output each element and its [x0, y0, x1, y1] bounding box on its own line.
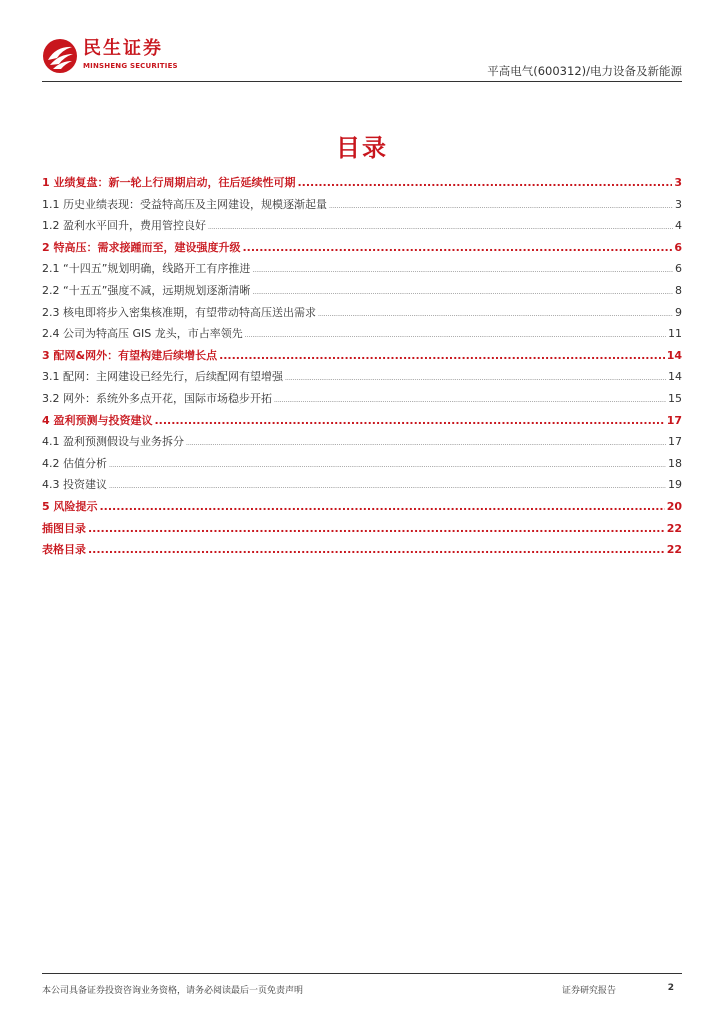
toc-entry-label: 3.1 配网：主网建设已经先行，后续配网有望增强 — [42, 370, 283, 384]
toc-title: 目录 — [336, 134, 388, 162]
toc-entry-page: 3 — [674, 176, 682, 189]
toc-entry-label: 2.4 公司为特高压 GIS 龙头，市占率领先 — [42, 327, 243, 341]
footer-page-number: 2 — [667, 983, 674, 993]
toc-dot-leader — [88, 518, 665, 540]
toc-entry-page: 18 — [668, 456, 682, 470]
toc-entry-page: 6 — [675, 262, 682, 276]
toc-entry[interactable] — [42, 366, 682, 388]
toc-entry-page: 15 — [668, 391, 682, 405]
toc-dot-leader — [154, 410, 664, 432]
company-sector-line: 平高电气(600312)/电力设备及新能源 — [487, 64, 682, 78]
toc-dot-leader — [99, 496, 664, 518]
toc-entry[interactable] — [42, 453, 682, 475]
logo-text-en: MINSHENG SECURITIES — [83, 62, 178, 70]
footer-divider — [42, 973, 682, 974]
toc-entry[interactable] — [42, 388, 682, 410]
toc-entry[interactable] — [42, 237, 682, 259]
toc-dot-leader — [274, 390, 666, 412]
toc-entry[interactable] — [42, 194, 682, 216]
toc-entry-label: 1.2 盈利水平回升，费用管控良好 — [42, 219, 206, 233]
toc-entry-page: 8 — [675, 283, 682, 297]
toc-dot-leader — [242, 237, 672, 259]
toc-entry[interactable] — [42, 172, 682, 194]
toc-entry-page: 17 — [668, 435, 682, 449]
toc-entry[interactable] — [42, 518, 682, 540]
toc-dot-leader — [297, 172, 672, 194]
toc-entry-page: 22 — [666, 543, 682, 557]
toc-entry[interactable] — [42, 280, 682, 302]
toc-entry-page: 14 — [666, 348, 682, 362]
toc-entry-page: 4 — [675, 219, 682, 233]
toc-entry-label: 2 特高压：需求接踵而至，建设强度升级 — [42, 240, 241, 254]
toc-dot-leader — [109, 455, 666, 477]
toc-dot-leader — [318, 304, 673, 326]
toc-entry[interactable] — [42, 539, 682, 561]
toc-entry-page: 14 — [668, 370, 682, 384]
toc-dot-leader — [208, 217, 673, 239]
toc-dot-leader — [329, 196, 673, 218]
toc-dot-leader — [109, 476, 666, 498]
footer-report-type: 证券研究报告 — [562, 986, 617, 996]
toc-dot-leader — [219, 345, 665, 367]
toc-entry[interactable] — [42, 302, 682, 324]
toc-dot-leader — [252, 260, 673, 282]
toc-dot-leader — [186, 433, 666, 455]
header-divider — [42, 81, 682, 82]
toc-entry-label: 2.3 核电即将步入密集核准期，有望带动特高压送出需求 — [42, 305, 316, 319]
toc-entry-page: 9 — [675, 305, 682, 319]
toc-entry-page: 3 — [675, 197, 682, 211]
minsheng-logo-icon — [42, 38, 78, 74]
toc-entry-page: 6 — [674, 240, 682, 254]
toc-entry-page: 17 — [666, 413, 682, 427]
toc-dot-leader — [285, 368, 666, 390]
toc-entry[interactable] — [42, 258, 682, 280]
toc-entry-label: 表格目录 — [42, 543, 86, 557]
toc-entry-label: 2.1 “十四五”规划明确，线路开工有序推进 — [42, 262, 251, 276]
toc-entry-label: 4 盈利预测与投资建议 — [42, 413, 153, 427]
toc-entry-label: 4.2 估值分析 — [42, 456, 107, 470]
toc-dot-leader — [88, 539, 665, 561]
toc-entry-label: 1.1 历史业绩表现：受益特高压及主网建设，规模逐渐起量 — [42, 197, 327, 211]
toc-entry[interactable] — [42, 215, 682, 237]
table-of-contents — [42, 172, 682, 561]
toc-dot-leader — [252, 282, 673, 304]
toc-entry[interactable] — [42, 431, 682, 453]
toc-entry-page: 11 — [668, 327, 682, 341]
toc-entry-label: 1 业绩复盘：新一轮上行周期启动，往后延续性可期 — [42, 176, 296, 189]
toc-entry-label: 2.2 “十五五”强度不减，远期规划逐渐清晰 — [42, 283, 251, 297]
toc-entry[interactable] — [42, 323, 682, 345]
toc-entry[interactable] — [42, 345, 682, 367]
toc-entry-page: 19 — [668, 478, 682, 492]
toc-entry-label: 4.1 盈利预测假设与业务拆分 — [42, 435, 184, 449]
toc-dot-leader — [245, 325, 666, 347]
footer-disclaimer: 本公司具备证券投资咨询业务资格，请务必阅读最后一页免责声明 — [42, 986, 304, 996]
toc-entry-label: 插图目录 — [42, 521, 86, 535]
toc-entry[interactable] — [42, 410, 682, 432]
toc-entry-label: 4.3 投资建议 — [42, 478, 107, 492]
toc-entry[interactable] — [42, 474, 682, 496]
toc-entry-page: 22 — [666, 521, 682, 535]
logo-text-cn: 民生证券 — [83, 38, 163, 59]
toc-entry-label: 3.2 网外：系统外多点开花，国际市场稳步开拓 — [42, 391, 272, 405]
page-header — [0, 0, 724, 82]
toc-entry-label: 5 风险提示 — [42, 499, 98, 513]
toc-entry[interactable] — [42, 496, 682, 518]
toc-entry-label: 3 配网&网外：有望构建后续增长点 — [42, 348, 218, 362]
logo — [42, 38, 202, 78]
toc-entry-page: 20 — [666, 499, 682, 513]
